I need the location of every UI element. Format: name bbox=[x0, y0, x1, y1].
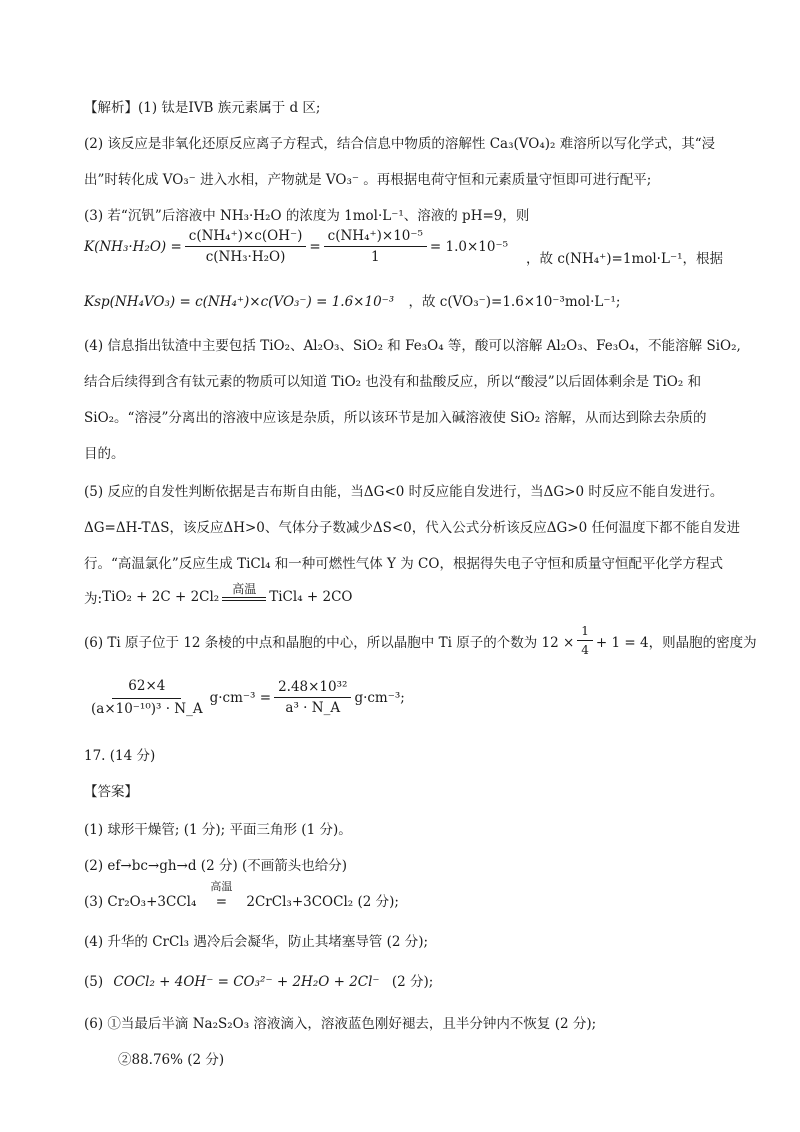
products: TiCl₄ + 2CO bbox=[269, 588, 353, 605]
equation-tail: ，故 c(NH₄⁺)=1mol·L⁻¹，根据 bbox=[526, 250, 723, 267]
density-equation bbox=[84, 678, 405, 717]
ksp-equation-line bbox=[84, 290, 620, 310]
answer-3-condition bbox=[210, 878, 232, 910]
answer-5 bbox=[84, 970, 433, 990]
part-6-tail: + 1 = 4，则晶胞的密度为 bbox=[595, 634, 757, 651]
equation-lhs: K(NH₃·H₂O) = bbox=[84, 238, 182, 255]
ksp-equation-tail: ，故 c(VO₃⁻)=1.6×10⁻³mol·L⁻¹; bbox=[408, 294, 621, 310]
question-17-title: 17. (14 分) bbox=[84, 748, 156, 764]
ksp-equation: Ksp(NH₄VO₃) = c(NH₄⁺)×c(VO₃⁻) = 1.6×10⁻³ bbox=[84, 294, 395, 310]
analysis-part-5-line-1: (5) 反应的自发性判断依据是吉布斯自由能，当ΔG<0 时反应能自发进行，当ΔG>0 时反应不能自发进行。 bbox=[84, 484, 724, 500]
density-fraction-1 bbox=[87, 678, 207, 717]
analysis-part-1: 【解析】(1) 钛是IVB 族元素属于 d 区; bbox=[84, 100, 321, 116]
answer-3-products: 2CrCl₃+3COCl₂ (2 分); bbox=[246, 894, 399, 910]
answer-3-condition-text: 高温 bbox=[210, 880, 233, 893]
part-6-text: (6) Ti 原子位于 12 条棱的中点和晶胞的中心，所以晶胞中 Ti 原子的个数为 12 × bbox=[84, 634, 575, 651]
equilibrium-constant-equation: K(NH₃·H₂O) = $\frac{\text{c(NH₄⁺)×c(OH⁻)}}{\text{c(NH₃·H₂O)}}$ = $\frac{\text{c(NH₄⁺)×10⁻⁵}}{1}$ = 1.0×10⁻⁵ ，故 c(NH₄⁺)=1mol·L⁻¹，根据 bbox=[84, 228, 723, 267]
fraction-2 bbox=[324, 228, 427, 265]
analysis-part-4-line-4: 目的。 bbox=[84, 446, 125, 462]
answer-5-label: (5) bbox=[84, 974, 104, 990]
answer-5-score: (2 分); bbox=[391, 974, 434, 990]
reaction-condition bbox=[222, 580, 266, 613]
quarter-fraction bbox=[577, 624, 593, 657]
condition-text: 高温 bbox=[232, 582, 257, 596]
answer-6: (6) ①当最后半滴 Na₂S₂O₃ 溶液滴入，溶液蓝色刚好褪去，且半分钟内不恢复 (2 分); bbox=[84, 1016, 597, 1032]
density-numerator-1: 62×4 bbox=[112, 678, 181, 699]
answer-label: 【答案】 bbox=[84, 784, 138, 800]
equation-result: = 1.0×10⁻⁵ bbox=[429, 238, 509, 255]
quarter-denominator: 4 bbox=[581, 643, 589, 657]
answer-6-part-2: ②88.76% (2 分) bbox=[118, 1052, 225, 1068]
density-numerator-2: 2.48×10³² bbox=[274, 679, 351, 698]
fraction-1 bbox=[185, 228, 307, 265]
double-line bbox=[222, 597, 266, 601]
analysis-part-4-line-1: (4) 信息指出钛渣中主要包括 TiO₂、Al₂O₃、SiO₂ 和 Fe₃O₄ 等，酸可以溶解 Al₂O₃、Fe₃O₄，不能溶解 SiO₂, bbox=[84, 338, 741, 354]
analysis-part-6-line-1 bbox=[84, 624, 757, 657]
answer-3-reactants: (3) Cr₂O₃+3CCl₄ bbox=[84, 894, 197, 910]
density-unit-1: g·cm⁻³ = bbox=[209, 689, 272, 706]
fraction-2-numerator: c(NH₄⁺)×10⁻⁵ bbox=[324, 228, 427, 247]
analysis-part-5-line-2: ΔG=ΔH-TΔS，该反应ΔH>0、气体分子数减少ΔS<0，代入公式分析该反应ΔG>0 任何温度下都不能自发进 bbox=[84, 520, 740, 536]
density-denominator-1: (a×10⁻¹⁰)³ · N_A bbox=[91, 701, 203, 717]
density-fraction-2 bbox=[274, 679, 351, 716]
analysis-part-5-line-3: 行。“高温氯化”反应生成 TiCl₄ 和一种可燃性气体 Y 为 CO，根据得失电子守恒和质量守恒配平化学方程式 bbox=[84, 556, 723, 572]
answer-1: (1) 球形干燥管; (1 分); 平面三角形 (1 分)。 bbox=[84, 822, 352, 838]
fraction-1-denominator: c(NH₃·H₂O) bbox=[205, 249, 286, 265]
high-temperature-chlorination-equation bbox=[84, 580, 352, 613]
density-denominator-2: a³ · N_A bbox=[285, 700, 341, 716]
equation-prefix: 为: bbox=[84, 590, 103, 607]
answer-4: (4) 升华的 CrCl₃ 遇冷后会凝华，防止其堵塞导管 (2 分); bbox=[84, 934, 429, 950]
analysis-part-2-line-2: 出”时转化成 VO₃⁻ 进入水相，产物就是 VO₃⁻ 。再根据电荷守恒和元素质量守恒即可进行配平; bbox=[84, 172, 652, 188]
analysis-part-2-line-1: (2) 该反应是非氧化还原反应离子方程式，结合信息中物质的溶解性 Ca₃(VO₄)₂ 难溶所以写化学式，其“浸 bbox=[84, 136, 716, 152]
quarter-numerator: 1 bbox=[577, 624, 593, 641]
answer-3-equals: = bbox=[215, 894, 228, 910]
analysis-part-4-line-3: SiO₂。“溶浸”分离出的溶液中应该是杂质，所以该环节是加入碱溶液使 SiO₂ 溶解，从而达到除去杂质的 bbox=[84, 410, 707, 426]
analysis-part-4-line-2: 结合后续得到含有钛元素的物质可以知道 TiO₂ 也没有和盐酸反应，所以“酸浸”以后固体剩余是 TiO₂ 和 bbox=[84, 374, 702, 390]
fraction-1-numerator: c(NH₄⁺)×c(OH⁻) bbox=[185, 228, 307, 247]
answer-2: (2) ef→bc→gh→d (2 分) (不画箭头也给分) bbox=[84, 858, 348, 874]
answer-3 bbox=[84, 878, 399, 910]
analysis-part-3-line-1: (3) 若“沉钒”后溶液中 NH₃·H₂O 的浓度为 1mol·L⁻¹、溶液的 pH=9，则 bbox=[84, 208, 530, 224]
answer-5-equation: COCl₂ + 4OH⁻ = CO₃²⁻ + 2H₂O + 2Cl⁻ bbox=[113, 974, 380, 990]
reactants: TiO₂ + 2C + 2Cl₂ bbox=[102, 588, 220, 605]
fraction-2-denominator: 1 bbox=[371, 249, 380, 265]
density-unit-2: g·cm⁻³; bbox=[354, 689, 405, 706]
